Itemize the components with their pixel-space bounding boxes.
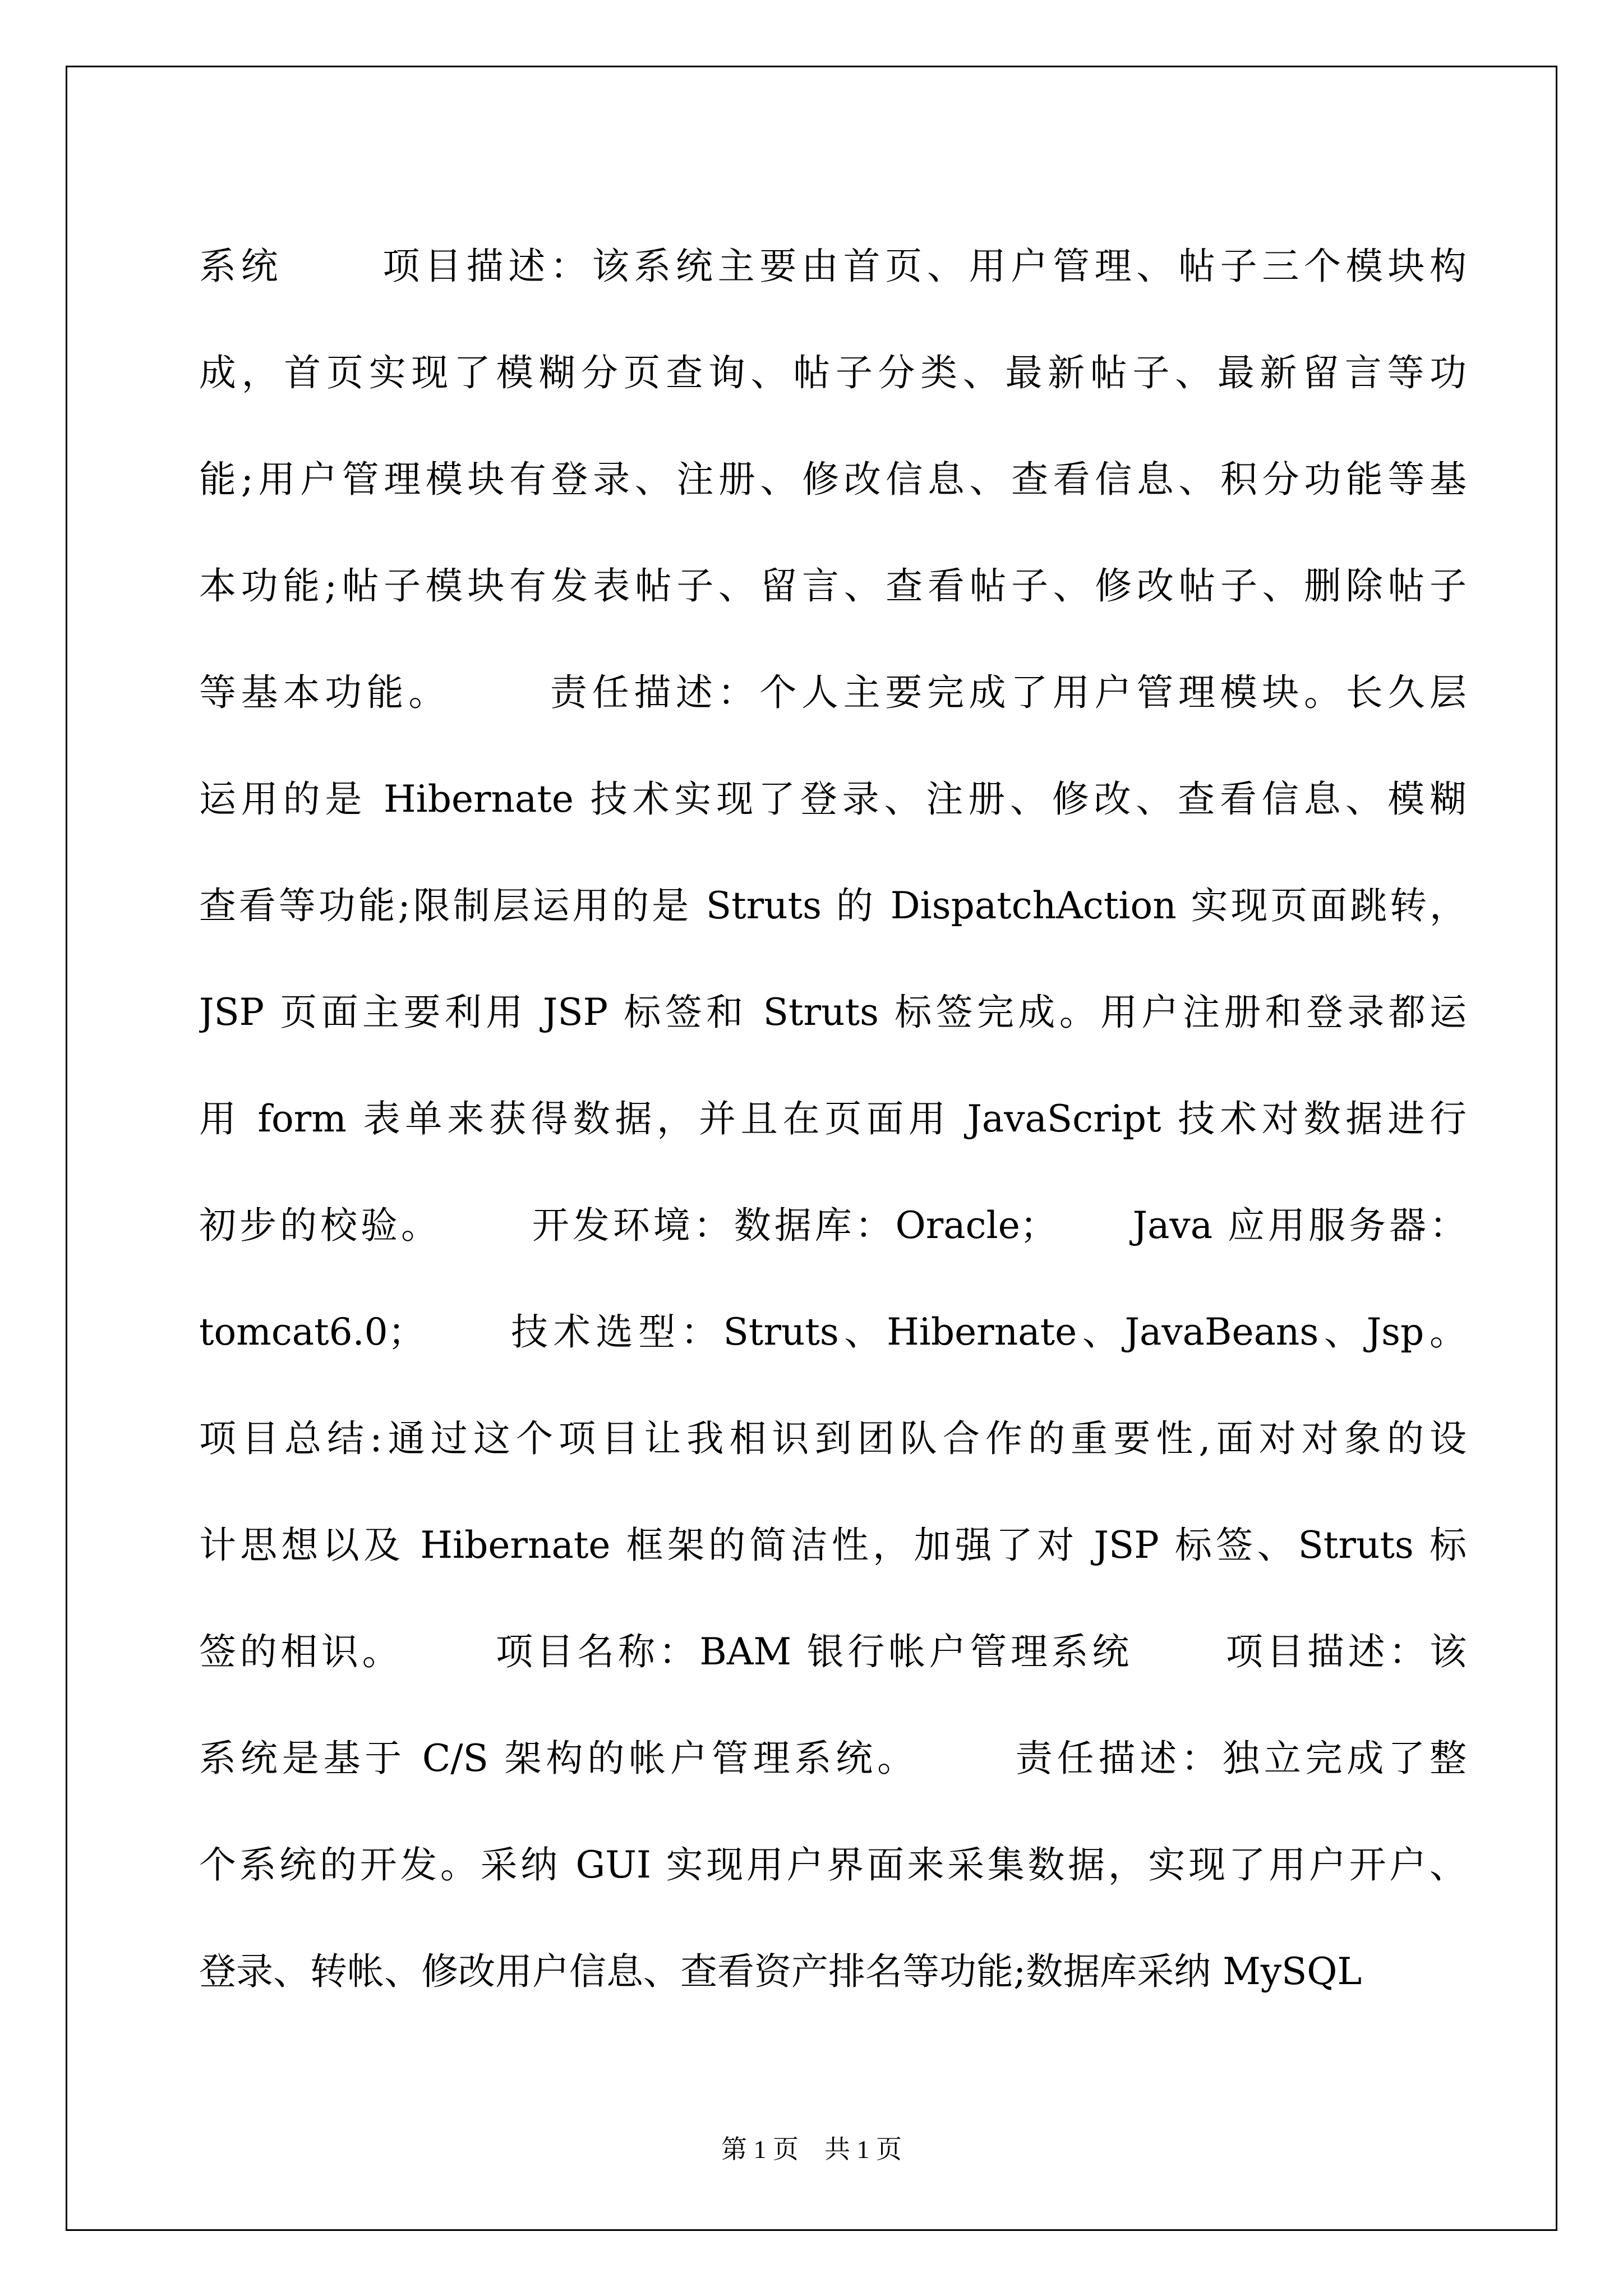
body-line-8: JSP 页面主要利用 JSP 标签和 Struts 标签完成。用户注册和登录都运 (199, 991, 1467, 1034)
body-line-12: 项目总结:通过这个项目让我相识到团队合作的重要性,面对对象的设 (199, 1417, 1467, 1460)
body-line-5: 等基本功能。 责任描述：个人主要完成了用户管理模块。长久层 (199, 671, 1467, 714)
page-number-footer: 第 1 页 共 1 页 (721, 2135, 902, 2164)
body-line-7: 查看等功能;限制层运用的是 Struts 的 DispatchAction 实现页面跳转， (199, 884, 1467, 927)
body-line-1: 系统 项目描述：该系统主要由首页、用户管理、帖子三个模块构 (199, 245, 1467, 288)
body-line-14: 签的相识。 项目名称：BAM 银行帐户管理系统 项目描述：该 (199, 1630, 1467, 1673)
body-line-4: 本功能;帖子模块有发表帖子、留言、查看帖子、修改帖子、删除帖子 (199, 564, 1467, 608)
body-line-6: 运用的是 Hibernate 技术实现了登录、注册、修改、查看信息、模糊 (199, 777, 1467, 821)
body-line-11: tomcat6.0； 技术选型：Struts、Hibernate、JavaBeans、Jsp。 (199, 1310, 1467, 1354)
body-line-13: 计思想以及 Hibernate 框架的简洁性，加强了对 JSP 标签、Struts 标 (199, 1524, 1467, 1567)
body-line-9: 用 form 表单来获得数据，并且在页面用 JavaScript 技术对数据进行 (199, 1097, 1467, 1140)
document-body (199, 213, 1467, 2025)
body-line-15: 系统是基于 C/S 架构的帐户管理系统。 责任描述：独立完成了整 (199, 1737, 1467, 1780)
body-line-17: 登录、转帐、修改用户信息、查看资产排名等功能;数据库采纳 MySQL (199, 1950, 1362, 1993)
body-line-10: 初步的校验。 开发环境：数据库：Oracle； Java 应用服务器： (199, 1204, 1467, 1247)
body-line-2: 成，首页实现了模糊分页查询、帖子分类、最新帖子、最新留言等功 (199, 351, 1467, 394)
body-line-16: 个系统的开发。采纳 GUI 实现用户界面来采集数据，实现了用户开户、 (199, 1843, 1467, 1887)
body-line-3: 能;用户管理模块有登录、注册、修改信息、查看信息、积分功能等基 (199, 458, 1467, 501)
